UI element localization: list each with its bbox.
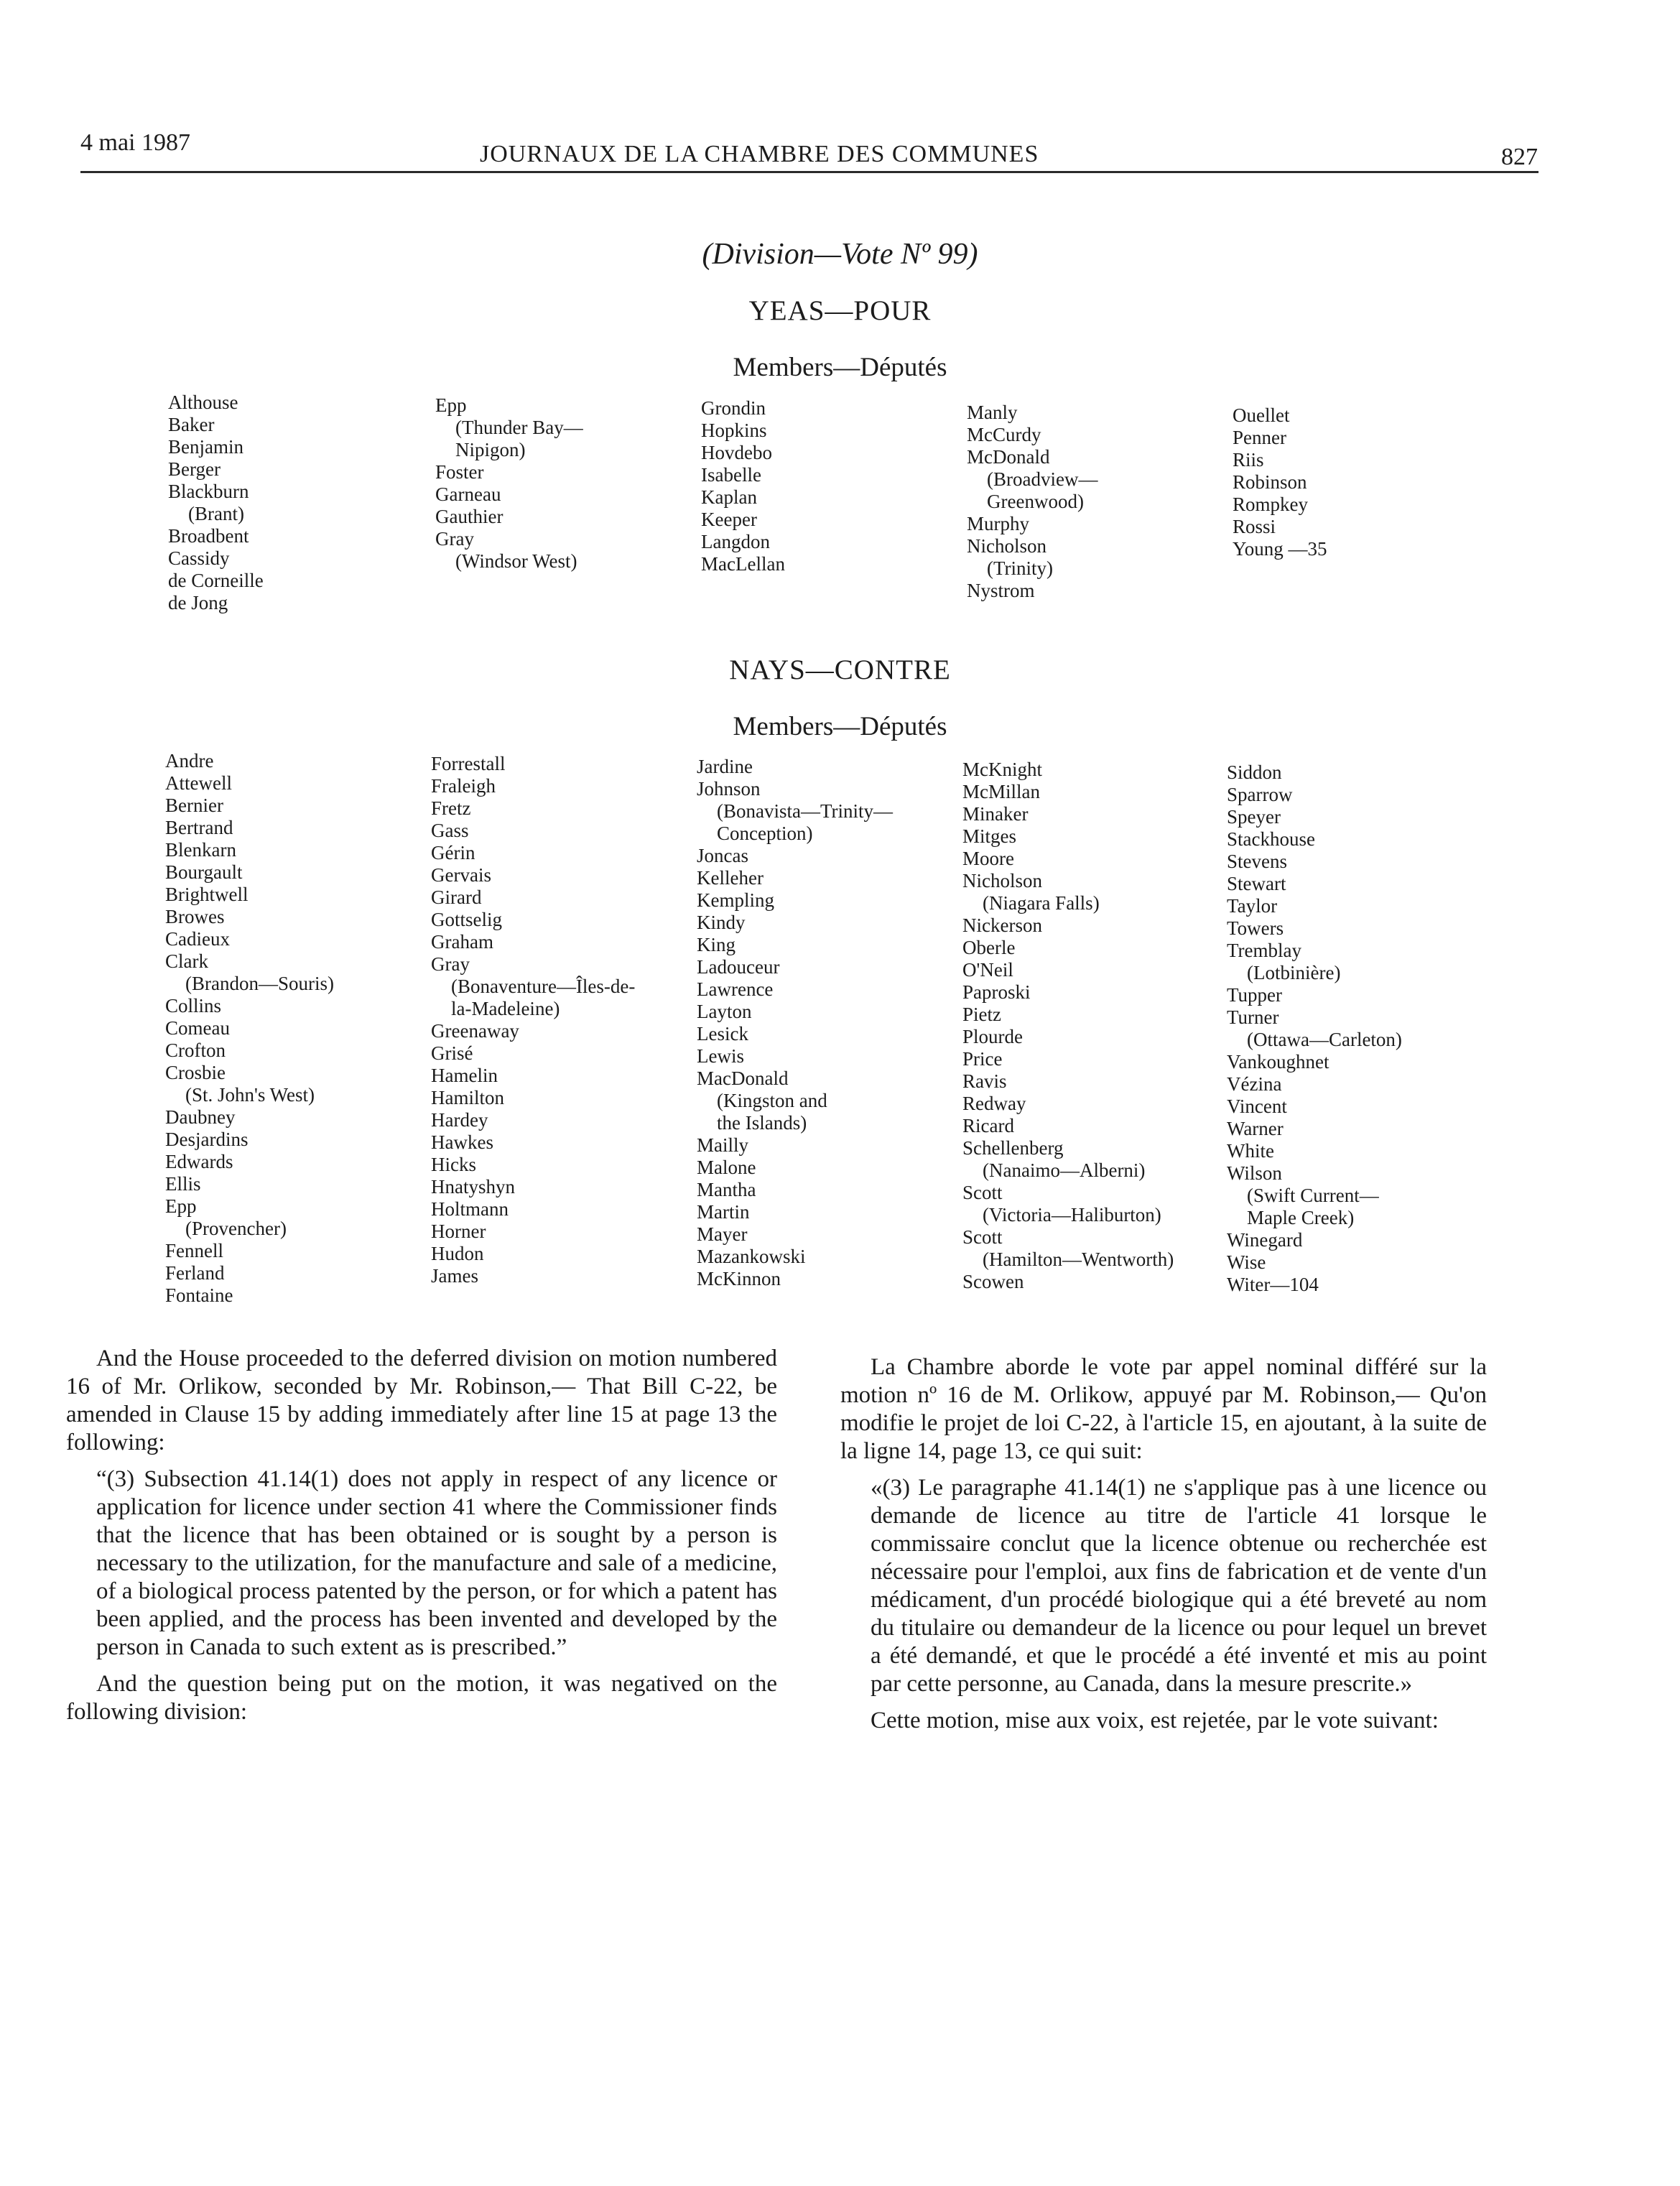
english-amendment-quote: “(3) Subsection 41.14(1) does not apply in respect of any licence or application for licence under section 41 where the Commissioner finds that the licence that has been obtained or is sought by a person is necessary to the utilization, for the manufacture and sale of a medicine, of a biological process patented by the person, or for which a patent has been applied, and the process has been invented and developed by the person in Canada to such extent as is prescribed.”: [96, 1466, 777, 1660]
member-name: (Lotbinière): [1247, 962, 1341, 983]
yeas-column-3: [701, 397, 785, 575]
yeas-column-4: [967, 402, 1097, 602]
nays-heading: NAYS—CONTRE: [729, 654, 951, 685]
member-name: Clark: [165, 950, 208, 972]
member-name: Tupper: [1227, 984, 1283, 1006]
member-name: Forrestall: [431, 753, 506, 774]
member-name: Layton: [697, 1001, 752, 1022]
nays-column-5: [1227, 761, 1402, 1296]
member-name: Collins: [165, 995, 222, 1016]
member-name: (Niagara Falls): [983, 892, 1100, 914]
member-name: Gauthier: [435, 506, 503, 527]
member-name: Cadieux: [165, 928, 230, 950]
member-name: Andre: [165, 750, 214, 772]
member-name: Crosbie: [165, 1062, 226, 1083]
member-name: Kelleher: [697, 867, 764, 889]
member-name: Oberle: [962, 937, 1016, 958]
member-name: Foster: [435, 461, 484, 483]
member-name: de Jong: [168, 592, 228, 613]
member-name: Langdon: [701, 531, 770, 552]
member-name: Wise: [1227, 1251, 1266, 1273]
member-name: Benjamin: [168, 436, 243, 458]
member-name: Greenaway: [431, 1020, 519, 1042]
member-name: McDonald: [967, 446, 1050, 468]
member-name: Nicholson: [967, 535, 1046, 557]
member-name: Vankoughnet: [1227, 1051, 1329, 1073]
member-name: Fraleigh: [431, 775, 496, 797]
member-name: Maple Creek): [1247, 1207, 1355, 1228]
french-motion-paragraph: La Chambre aborde le vote par appel nominal différé sur la motion nº 16 de M. Orlikow, appuyé par M. Robinson,— Qu'on modifie le projet de loi C-22, à l'article 15, en ajoutant, à la suite de la ligne 14, page 13, ce qui suit:: [840, 1354, 1487, 1464]
member-name: Broadbent: [168, 525, 249, 547]
header-rule: [80, 171, 1539, 173]
member-name: Crofton: [165, 1039, 226, 1061]
member-name: Grisé: [431, 1042, 473, 1064]
nays-column-3: [697, 756, 893, 1290]
member-name: Ellis: [165, 1173, 201, 1195]
member-name: Rossi: [1233, 516, 1276, 537]
member-name: Lawrence: [697, 978, 774, 1000]
member-name: Mayer: [697, 1223, 748, 1245]
member-name: Plourde: [962, 1026, 1023, 1047]
member-name: Manly: [967, 402, 1018, 423]
nays-column-4: [962, 759, 1174, 1293]
member-name: Bourgault: [165, 861, 243, 883]
member-name: Moore: [962, 848, 1014, 869]
member-name: O'Neil: [962, 959, 1013, 981]
french-amendment-quote: «(3) Le paragraphe 41.14(1) ne s'applique pas à une licence ou demande de licence au titre de l'article 41 lorsque le commissaire conclut que la licence obtenue ou recherchée est nécessaire pour l'emploi, aux fins de fabrication et de vente d'un médicament, d'un procédé biologique qui a été breveté au nom du titulaire ou demandeur de la licence ou pour lequel un brevet a été demandé, et que le procédé a été inventé et mis au point par cette personne, au Canada, dans la mesure prescrite.»: [871, 1475, 1487, 1697]
member-name: Fretz: [431, 797, 471, 819]
member-name: Redway: [962, 1093, 1026, 1114]
member-name: Baker: [168, 414, 215, 435]
member-name: Isabelle: [701, 464, 761, 486]
member-name: (Nanaimo—Alberni): [983, 1159, 1146, 1181]
member-name: (Trinity): [987, 557, 1054, 579]
member-name: Bertrand: [165, 817, 233, 838]
member-name: White: [1227, 1140, 1274, 1162]
member-name: Penner: [1233, 427, 1286, 448]
member-name: Minaker: [962, 803, 1029, 825]
member-name: (Brandon—Souris): [185, 973, 334, 994]
member-name: Lewis: [697, 1045, 744, 1067]
member-name: (Victoria—Haliburton): [983, 1204, 1161, 1226]
french-text-column: [840, 1353, 1487, 1743]
member-name: Pietz: [962, 1004, 1001, 1025]
member-name: (Broadview—: [987, 468, 1098, 490]
member-name: (Kingston and: [717, 1090, 827, 1111]
member-name: Nystrom: [967, 580, 1035, 601]
member-name: Speyer: [1227, 806, 1281, 828]
division-title: (Division—Vote Nº 99): [702, 238, 978, 271]
member-name: (Bonavista—Trinity—: [717, 800, 894, 822]
french-result-paragraph: Cette motion, mise aux voix, est rejetée, par le vote suivant:: [871, 1708, 1439, 1733]
member-name: (Thunder Bay—: [455, 417, 583, 438]
member-name: Browes: [165, 906, 225, 927]
member-name: Garneau: [435, 483, 501, 505]
member-name: Ouellet: [1233, 404, 1290, 426]
member-name: Cassidy: [168, 547, 230, 569]
member-name: Stackhouse: [1227, 828, 1315, 850]
member-name: Hovdebo: [701, 442, 772, 463]
member-name: Sparrow: [1227, 784, 1293, 805]
member-name: Greenwood): [987, 491, 1084, 512]
member-name: Ferland: [165, 1262, 225, 1284]
member-name: la-Madeleine): [451, 998, 560, 1019]
member-name: Mailly: [697, 1134, 748, 1156]
member-name: Brightwell: [165, 884, 249, 905]
member-name: Robinson: [1233, 471, 1307, 493]
member-name: Vincent: [1227, 1096, 1287, 1117]
member-name: Nipigon): [455, 439, 526, 460]
member-name: Mitges: [962, 825, 1017, 847]
member-name: Mantha: [697, 1179, 756, 1200]
member-name: Riis: [1233, 449, 1264, 471]
member-name: Horner: [431, 1221, 486, 1242]
member-name: McKinnon: [697, 1268, 781, 1289]
member-name: Paproski: [962, 981, 1031, 1003]
member-name: Gray: [435, 528, 474, 550]
member-name: the Islands): [717, 1112, 807, 1134]
member-name: Epp: [165, 1195, 197, 1217]
member-name: MacLellan: [701, 553, 785, 575]
member-name: Hawkes: [431, 1131, 493, 1153]
member-name: Ladouceur: [697, 956, 780, 978]
member-name: Keeper: [701, 509, 757, 530]
member-name: (Bonaventure—Îles-de-: [451, 976, 636, 997]
member-name: Hamelin: [431, 1065, 498, 1086]
member-name: Towers: [1227, 917, 1284, 939]
member-name: (Ottawa—Carleton): [1247, 1029, 1402, 1050]
member-name: Graham: [431, 931, 493, 953]
member-name: McKnight: [962, 759, 1042, 780]
member-name: Young —35: [1233, 538, 1327, 560]
yeas-column-2: [435, 394, 583, 573]
member-name: (Swift Current—: [1247, 1185, 1379, 1206]
yeas-heading: YEAS—POUR: [748, 295, 932, 326]
member-name: Siddon: [1227, 761, 1282, 783]
header-title: JOURNAUX DE LA CHAMBRE DES COMMUNES: [480, 141, 1039, 167]
member-name: Nicholson: [962, 870, 1042, 891]
member-name: Fontaine: [165, 1284, 233, 1306]
member-name: Murphy: [967, 513, 1029, 534]
header-date: 4 mai 1987: [80, 129, 190, 156]
member-name: Gottselig: [431, 909, 502, 930]
member-name: (Hamilton—Wentworth): [983, 1249, 1174, 1270]
member-name: Desjardins: [165, 1129, 249, 1150]
member-name: Daubney: [165, 1106, 236, 1128]
member-name: Scott: [962, 1226, 1003, 1248]
member-name: Gray: [431, 953, 470, 975]
member-name: Berger: [168, 458, 221, 480]
member-name: Gérin: [431, 842, 475, 863]
member-name: Lesick: [697, 1023, 748, 1045]
member-name: Martin: [697, 1201, 750, 1223]
member-name: Stewart: [1227, 873, 1286, 894]
member-name: Ravis: [962, 1070, 1007, 1092]
member-name: Johnson: [697, 778, 761, 800]
member-name: Gervais: [431, 864, 491, 886]
member-name: Grondin: [701, 397, 766, 419]
member-name: Hicks: [431, 1154, 476, 1175]
member-name: Warner: [1227, 1118, 1284, 1139]
member-name: Mazankowski: [697, 1246, 806, 1267]
member-name: Kaplan: [701, 486, 757, 508]
english-result-paragraph: And the question being put on the motion, it was negatived on the following division:: [66, 1671, 777, 1725]
member-name: Blackburn: [168, 481, 249, 502]
member-name: Hudon: [431, 1243, 484, 1264]
nays-subheading: Members—Députés: [733, 712, 947, 741]
member-name: Rompkey: [1233, 494, 1308, 515]
member-name: Fennell: [165, 1240, 223, 1261]
member-name: McCurdy: [967, 424, 1041, 445]
member-name: Gass: [431, 820, 469, 841]
member-name: Althouse: [168, 392, 238, 413]
member-name: Scowen: [962, 1271, 1024, 1292]
member-name: Tremblay: [1227, 940, 1302, 961]
member-name: Hopkins: [701, 420, 767, 441]
member-name: Kindy: [697, 912, 746, 933]
yeas-column-1: [168, 392, 264, 614]
english-motion-paragraph: And the House proceeded to the deferred division on motion numbered 16 of Mr. Orlikow, seconded by Mr. Robinson,— That Bill C-22, be amended in Clause 15 by adding immediately after line 15 at page 13 the following:: [66, 1346, 777, 1455]
member-name: Hamilton: [431, 1087, 504, 1108]
member-name: Girard: [431, 886, 482, 908]
member-name: Turner: [1227, 1006, 1279, 1028]
member-name: Nickerson: [962, 914, 1042, 936]
member-name: Kempling: [697, 889, 774, 911]
yeas-subheading: Members—Députés: [733, 353, 947, 382]
nays-column-2: [431, 753, 635, 1287]
member-name: (Windsor West): [455, 550, 577, 572]
member-name: Witer—104: [1227, 1274, 1319, 1295]
member-name: McMillan: [962, 781, 1040, 802]
member-name: Schellenberg: [962, 1137, 1064, 1159]
member-name: Joncas: [697, 845, 748, 866]
member-name: (St. John's West): [185, 1084, 315, 1106]
member-name: (Brant): [188, 503, 244, 524]
member-name: Bernier: [165, 795, 223, 816]
member-name: Holtmann: [431, 1198, 509, 1220]
member-name: James: [431, 1265, 478, 1287]
member-name: Taylor: [1227, 895, 1278, 917]
member-name: (Provencher): [185, 1218, 287, 1239]
member-name: Ricard: [962, 1115, 1014, 1136]
english-text-column: [66, 1345, 777, 1735]
member-name: Hardey: [431, 1109, 488, 1131]
member-name: Blenkarn: [165, 839, 236, 861]
member-name: Wilson: [1227, 1162, 1282, 1184]
member-name: de Corneille: [168, 570, 264, 591]
member-name: Comeau: [165, 1017, 230, 1039]
member-name: King: [697, 934, 735, 955]
page-number: 827: [1501, 144, 1538, 170]
member-name: Conception): [717, 823, 813, 844]
member-name: Price: [962, 1048, 1003, 1070]
member-name: Vézina: [1227, 1073, 1282, 1095]
member-name: Hnatyshyn: [431, 1176, 515, 1198]
member-name: Malone: [697, 1157, 756, 1178]
member-name: Edwards: [165, 1151, 233, 1172]
nays-column-1: [165, 750, 334, 1307]
member-name: Jardine: [697, 756, 753, 777]
member-name: Epp: [435, 394, 467, 416]
member-name: Attewell: [165, 772, 232, 794]
member-name: Stevens: [1227, 851, 1287, 872]
member-name: Scott: [962, 1182, 1003, 1203]
yeas-column-5: [1233, 404, 1327, 560]
member-name: MacDonald: [697, 1067, 789, 1089]
member-name: Winegard: [1227, 1229, 1303, 1251]
